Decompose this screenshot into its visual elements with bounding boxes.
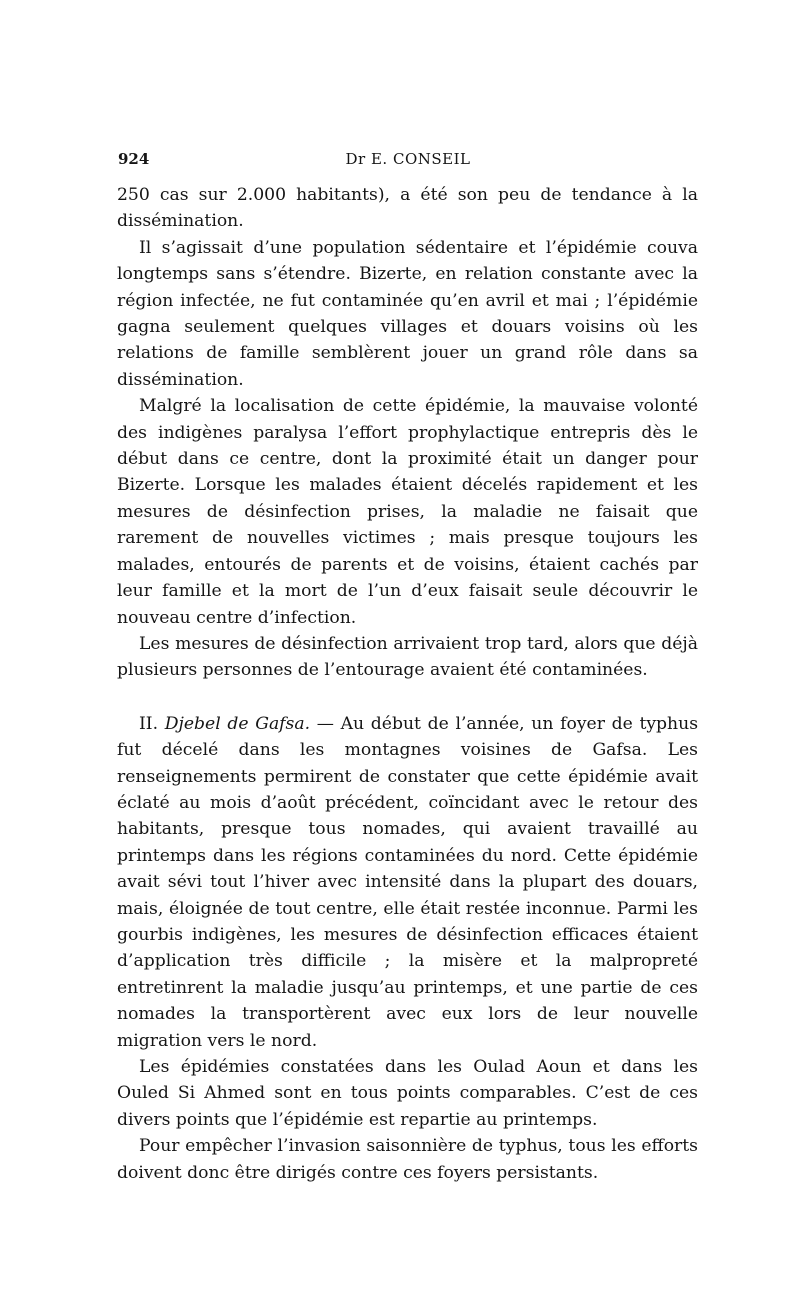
paragraph: Malgré la localisation de cette épidémie, la mauvaise volonté des indigènes paralysa l’effort prophylactique entrepris dès le début dans ce centre, dont la proximité était un danger pour Bizerte. Lorsque les malades étaient décelés rapidement et les mesures de désinfection prises, la maladie ne faisait que rarement de nouvelles victimes ; mais presque toujours les malades, entourés de parents et de voisins, étaient cachés par leur famille et la mort de l’un d’eux faisait seule découvrir le nouveau centre d’infection.: [117, 396, 698, 628]
page-header: [118, 150, 698, 174]
running-head: Dr E. CONSEIL: [345, 150, 471, 168]
page-number: 924: [118, 150, 150, 168]
paragraph: Pour empêcher l’invasion saisonnière de typhus, tous les efforts doivent donc être dirigés contre ces foyers persistants.: [117, 1136, 698, 1183]
section-title: Djebel de Gafsa.: [164, 713, 311, 734]
paragraph-continuation: 250 cas sur 2.000 habitants), a été son peu de tendance à la dissémination.: [117, 185, 698, 232]
section-text: Au début de l’année, un foyer de typhus fut décelé dans les montagnes voisines de Gafsa. Les renseignements permirent de constater que cette épidémie avait éclaté au mois d’août précédent, coïncidant avec le retour des habitants, presque tous nomades, qui avaient travaillé au printemps dans les régions contaminées du nord. Cette épidémie avait sévi tout l’hiver avec intensité dans la plupart des douars, mais, éloignée de tout centre, elle était restée inconnue. Parmi les gourbis indigènes, les mesures de désinfection efficaces étaient d’application très difficile ; la misère et la malpropreté entretinrent la maladie jusqu’au printemps, et une partie de ces nomades la transportèrent avec eux lors de leur nouvelle migration vers le nord.: [117, 713, 699, 1051]
section-number: II.: [139, 713, 159, 734]
paragraph: Les mesures de désinfection arrivaient trop tard, alors que déjà plusieurs personnes de l’entourage avaient été contaminées.: [117, 633, 698, 681]
paragraph: Les épidémies constatées dans les Oulad Aoun et dans les Ouled Si Ahmed sont en tous points comparables. C’est de ces divers points que l’épidémie est repartie au printemps.: [117, 1057, 698, 1130]
paragraph: Il s’agissait d’une population sédentaire et l’épidémie couva longtemps sans s’étendre. Bizerte, en relation constante avec la région infectée, ne fut contaminée qu’en avril et mai ; l’épidémie gagna seulement quelques villages et douars voisins où les relations de famille semblèrent jouer un grand rôle dans sa dissémination.: [117, 237, 698, 390]
section-paragraph: [117, 711, 698, 1054]
body-text: [117, 182, 698, 1186]
section-dash: —: [316, 713, 334, 734]
